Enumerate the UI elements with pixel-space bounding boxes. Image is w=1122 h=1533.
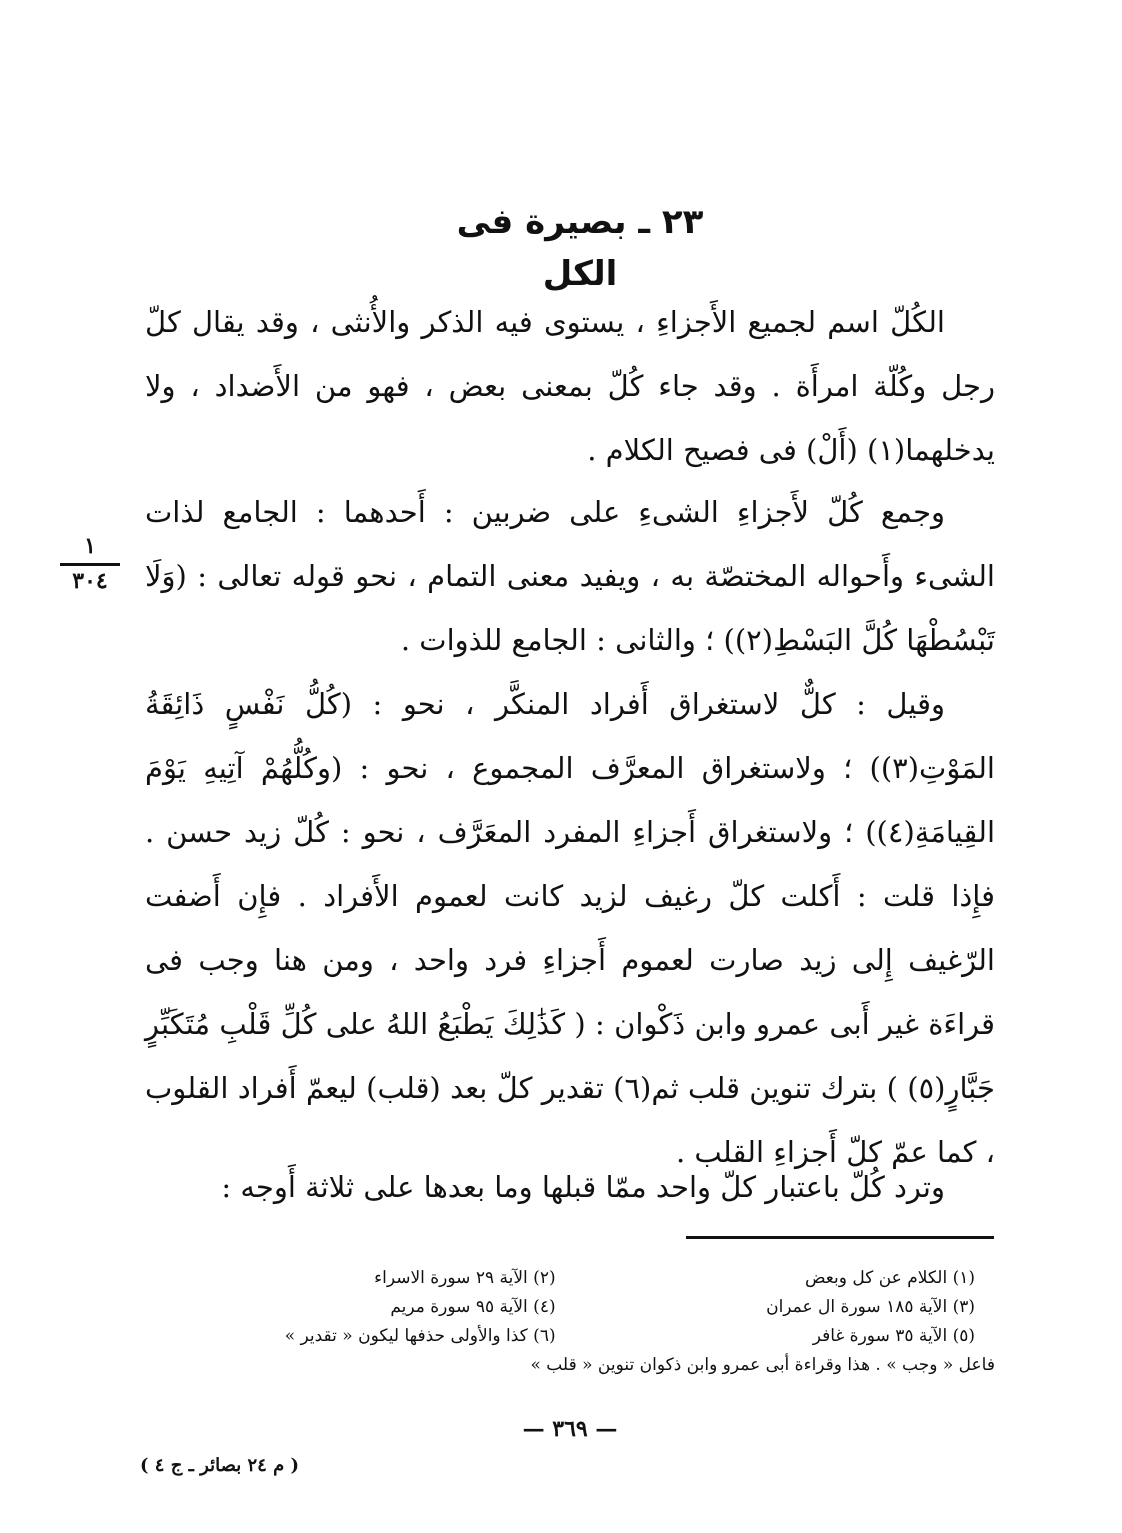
- footnote-row: [150, 1322, 995, 1351]
- footnote-row: [150, 1293, 995, 1322]
- section-heading: ٢٣ ـ بصيرة فى الكل: [456, 202, 704, 294]
- margin-reference-page: ٣٠٤: [72, 568, 108, 594]
- footnote-continuation: فاعل « وجب » . هذا وقراءة أبى عمرو وابن ذكوان تنوين « قلب »: [530, 1355, 995, 1375]
- paragraph-3: [145, 672, 995, 1184]
- paragraph-4: [145, 1155, 995, 1219]
- footnote-6: (٦) كذا والأولى حذفها ليكون « تقدير »: [284, 1326, 556, 1346]
- printer-signature: ( م ٢٤ بصائر ـ ج ٤ ): [140, 1455, 300, 1476]
- footnote-separator: [686, 1236, 994, 1239]
- footnote-1: (١) الكلام عن كل وبعض: [804, 1268, 975, 1288]
- footnote-2: (٢) الآية ٢٩ سورة الاسراء: [374, 1268, 556, 1288]
- page-number: — ٣٦٩ —: [522, 1416, 618, 1442]
- footnote-row: [150, 1264, 995, 1293]
- paragraph-text: وترد كُلّ باعتبار كلّ واحد ممّا قبلها وما بعدها على ثلاثة أَوجه :: [221, 1170, 945, 1204]
- margin-reference-volume: ١: [84, 533, 96, 559]
- paragraph-text: وقيل : كلٌّ لاستغراق أَفراد المنكَّر ، نحو : (كُلُّ نَفْسٍ ذَائِقَةُ المَوْتِ(٣)) ؛ ولاستغراق المعرَّف المجموع ، نحو : (وكُلُّهُمْ آتِيهِ يَوْمَ القِيامَةِ(٤)) ؛ ولاستغراق أَجزاءِ المفرد المعَرَّف ، نحو : كُلّ زيد حسن . فإِذا قلت : أَكلت كلّ رغيف لزيد كانت لعموم الأَفراد . فإِن أَضفت الرّغيف إِلى زيد صارت لعموم أَجزاءِ فرد واحد ، ومن هنا وجب فى قراءَة غير أَبى عمرو وابن ذَكْوان : ( كَذَٰلِكَ يَطْبَعُ اللهُ على كُلِّ قَلْبِ مُتَكَبِّرٍ جَبَّارٍ(٥) ) بترك تنوين قلب ثم(٦) تقدير كلّ بعد (قلب) ليعمّ أَفراد القلوب ، كما عمّ كلّ أَجزاءِ القلب .: [145, 687, 995, 1169]
- paragraph-1: [145, 290, 995, 482]
- footnote-3: (٣) الآية ١٨٥ سورة ال عمران: [766, 1297, 975, 1317]
- footnotes: [150, 1264, 995, 1380]
- footnote-5: (٥) الآية ٣٥ سورة غافر: [812, 1326, 975, 1346]
- paragraph-2: [145, 480, 995, 672]
- paragraph-text: وجمع كُلّ لأَجزاءِ الشىءِ على ضربين : أَحدهما : الجامع لذات الشىء وأَحواله المختصّة به ، ويفيد معنى التمام ، نحو قوله تعالى : (وَلَا تَبْسُطْهَا كُلَّ البَسْطِ(٢)) ؛ والثانى : الجامع للذوات .: [145, 495, 995, 657]
- paragraph-text: الكُلّ اسم لجميع الأَجزاءِ ، يستوى فيه الذكر والأُنثى ، وقد يقال كلّ رجل وكُلّة امرأَة . وقد جاء كُلّ بمعنى بعض ، فهو من الأَضداد ، ولا يدخلهما(١) (أَلْ) فى فصيح الكلام .: [145, 305, 995, 467]
- margin-reference-divider: [60, 563, 120, 566]
- margin-reference: [60, 535, 120, 592]
- footnote-4: (٤) الآية ٩٥ سورة مريم: [390, 1297, 556, 1317]
